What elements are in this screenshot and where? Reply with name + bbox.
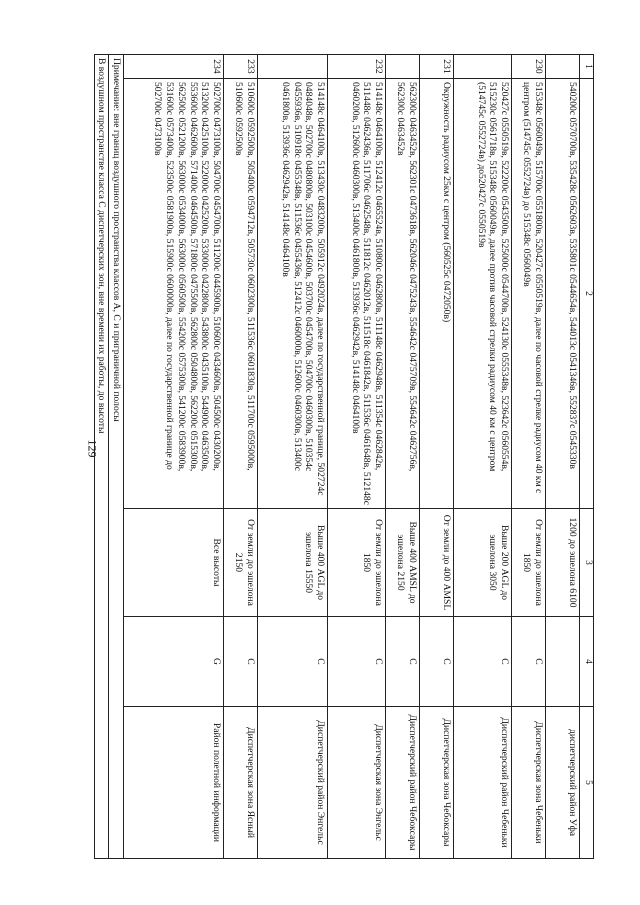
airspace-table xyxy=(94,54,594,859)
altitude-limits: 1200 до эшелона 6100 xyxy=(546,509,580,617)
note-row xyxy=(109,55,124,859)
boundary-coordinates: Окружность радиусом 25км с центром (560525с 0472050в) xyxy=(420,79,454,509)
row-number: 232 xyxy=(328,55,386,79)
boundary-coordinates: 514148с 0464100в, 513430с 0483200в, 505912с 0492024в, далее по государственной границе, 502724с 0484048в, 502700с 0480800в, 503100с 0454600в, 503700с 0454700в, 504700с 0460300в, 510354с 0455936в, 510918с 0455348в, 511536с 0455436в, 512412с 0460000в, 512600с 0460300в, 513400с 0461800в, 513936с 0462942в, 514148с 0464100в xyxy=(258,79,328,509)
altitude-limits: Выше 400 AGL до эшелона 15550 xyxy=(258,509,328,617)
airspace-table-rotated xyxy=(96,54,594,858)
note-text: Примечание: вне границ воздушного пространства классов А, С и приграничной полосы xyxy=(109,55,124,859)
boundary-coordinates: 510600с 0592500в, 505400с 0594712в, 505730с 0602300в, 511536с 0601830в, 511700с 0595000в, 510600с 0592500в xyxy=(224,79,258,509)
atc-unit: диспетчерский район Уфа xyxy=(546,707,580,859)
table-row xyxy=(546,55,580,859)
altitude-limits: От земли до эшелона 1850 xyxy=(328,509,386,617)
header-col-3: 3 xyxy=(580,509,594,617)
row-number: 230 xyxy=(512,55,546,79)
airspace-class xyxy=(546,617,580,707)
row-number xyxy=(386,55,420,79)
altitude-limits: Выше 400 AMSL до эшелона 2150 xyxy=(386,509,420,617)
table-row xyxy=(386,55,420,859)
atc-unit: Диспетчерский район Энгельс xyxy=(258,707,328,859)
airspace-class: C xyxy=(512,617,546,707)
airspace-class: C xyxy=(224,617,258,707)
table-row xyxy=(420,55,454,859)
header-col-1: 1 xyxy=(580,55,594,79)
altitude-limits: От земли до эшелона 2150 xyxy=(224,509,258,617)
header-col-5: 5 xyxy=(580,707,594,859)
boundary-coordinates: 515348с 0560049в, 515700с 0551800в, 520427с 0550519в, далее по часовой стрелке радиусом 40 км с центром (514745с 0552724в) до 515348с 0560049в xyxy=(512,79,546,509)
row-number: 234 xyxy=(124,55,224,79)
boundary-coordinates: 502700с 0473100в, 504700с 0454700в, 511200с 0445900в, 510600с 0434600в, 504500с 0430200в, 513200с 0425100в, 522000с 0425200в, 533000с 0422800в, 543800с 0435100в, 544900с 0463500в, 553600с 0462600в, 571400с 0464500в, 571800с 0475500в, 562800с 0504800в, 562200с 0515300в, 562500с 0521200в, 563000с 0534000в, 563000с 0560500в, 554200с 0575300в, 541200с 0583900в, 531600с 0573400в, 523500с 0581900в, 515900с 0600000в, далее по государственной границе до 502700с 0473100в xyxy=(124,79,224,509)
header-col-2: 2 xyxy=(580,79,594,509)
row-number xyxy=(546,55,580,79)
atc-unit: Диспетчерский район Чебеньки xyxy=(454,707,512,859)
note-row xyxy=(94,55,109,859)
altitude-limits: От земли до 400 AMSL xyxy=(420,509,454,617)
header-col-4: 4 xyxy=(580,617,594,707)
table-row xyxy=(328,55,386,859)
airspace-class: C xyxy=(258,617,328,707)
boundary-coordinates: 514148с 0464100в, 512412с 0465524в, 510800с 0462800в, 511148с 0462948в, 511354с 0462842в, 511448с 0462436в, 511706с 0462548в, 511812с 0462012в, 511518с 0461842в, 511536с 0461648в, 512148с 0460200в, 512600с 0460300в, 513400с 0461800в, 513936с 0462942в, 514148с 0464100в xyxy=(328,79,386,509)
airspace-class: C xyxy=(454,617,512,707)
atc-unit: Диспетчерская зона Энгельс xyxy=(328,707,386,859)
airspace-class: C xyxy=(420,617,454,707)
table-row xyxy=(454,55,512,859)
atc-unit: Район полетной информации xyxy=(124,707,224,859)
atc-unit: Диспетчерская зона Ясный xyxy=(224,707,258,859)
table-row xyxy=(124,55,224,859)
atc-unit: Диспетчерская зона Чебоксары xyxy=(420,707,454,859)
airspace-class: G xyxy=(124,617,224,707)
altitude-limits: Выше 200 AGL до эшелона 3050 xyxy=(454,509,512,617)
row-number: 233 xyxy=(224,55,258,79)
boundary-coordinates: 520427с 0550519в, 522200с 0543500в, 525000с 0544700в, 524130с 0555348в, 523642с 0560554в, 515230с 0561718в, 515348с 0560049в, далее против часовой стрелки радиусом 40 км с центром (514745с 0552724в) до520427с 0550519в xyxy=(454,79,512,509)
table-row xyxy=(258,55,328,859)
altitude-limits: Все высоты xyxy=(124,509,224,617)
note-text: В воздушном пространстве класса С диспетчерских зон, вне времени их работы, до высоты xyxy=(94,55,109,859)
row-number xyxy=(258,55,328,79)
atc-unit: Диспетчерский район Чебоксары xyxy=(386,707,420,859)
header-row xyxy=(580,55,594,859)
row-number: 231 xyxy=(420,55,454,79)
boundary-coordinates: 540200c 0570700в, 535428с 0562603в, 535801с 0544654в, 544013с 0541346в, 552837с 0545330в xyxy=(546,79,580,509)
table-row xyxy=(512,55,546,859)
table-row xyxy=(224,55,258,859)
boundary-coordinates: 562300с 0463452в, 562301с 0473618в, 562046с 0475243в, 554642с 0475709в, 554642с 0462756в, 562300с 0463452в xyxy=(386,79,420,509)
atc-unit: Диспетчерская зона Чебеньки xyxy=(512,707,546,859)
altitude-limits: От земли до эшелона 1850 xyxy=(512,509,546,617)
airspace-class: C xyxy=(328,617,386,707)
row-number xyxy=(454,55,512,79)
airspace-class: C xyxy=(386,617,420,707)
page-number: 129 xyxy=(85,439,100,458)
